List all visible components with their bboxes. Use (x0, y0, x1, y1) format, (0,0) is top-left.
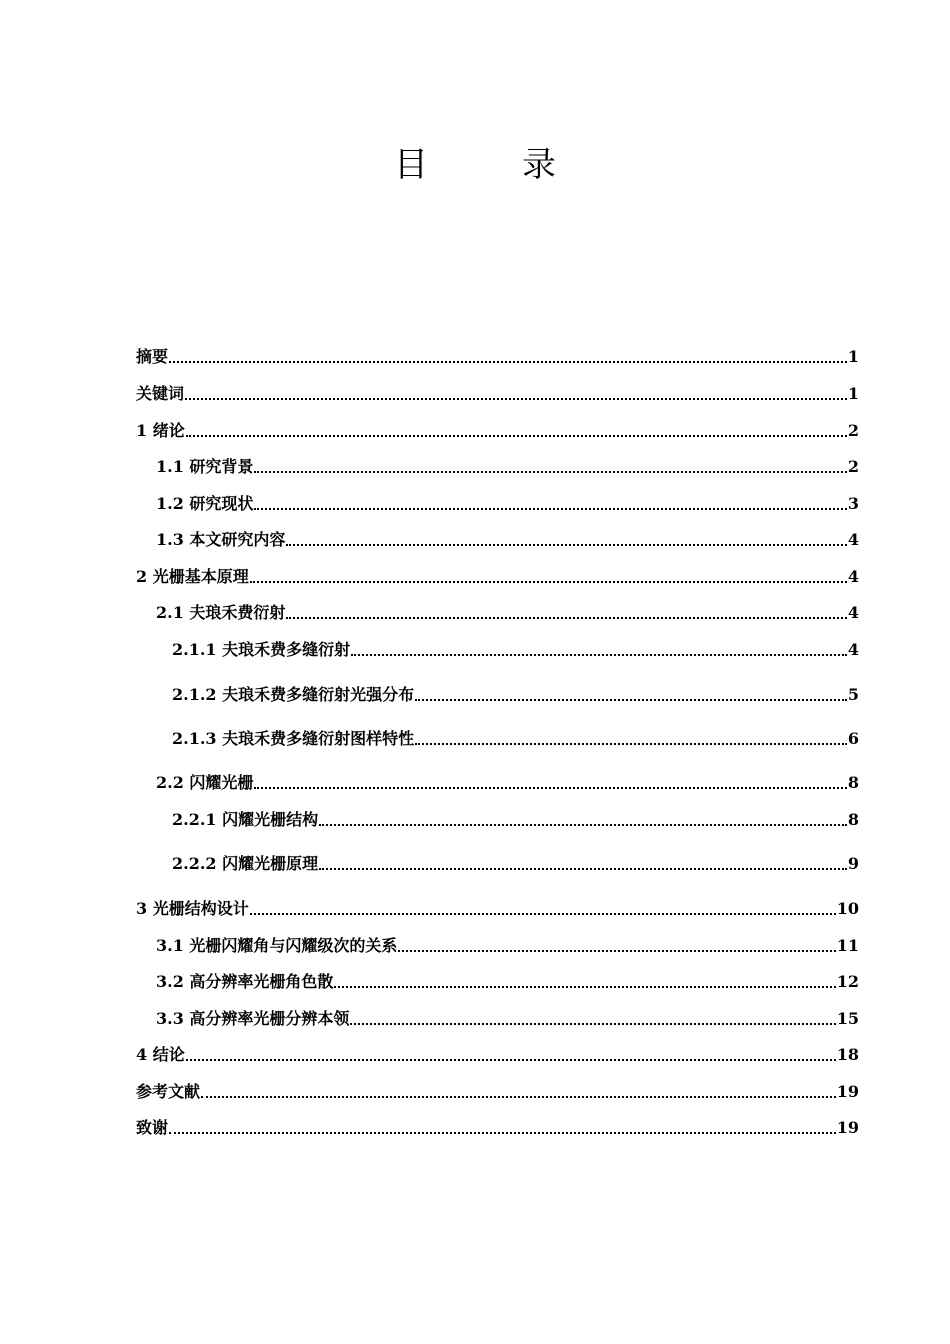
toc-entry-page: 8 (847, 773, 859, 792)
toc-leader-dots (201, 1096, 836, 1098)
toc-entry-label: 3.3 高分辨率光栅分辨本领 (156, 1009, 350, 1028)
toc-leader-dots (186, 435, 847, 437)
toc-entry-page: 15 (836, 1009, 859, 1028)
toc-leader-dots (398, 950, 835, 952)
toc-entry (136, 1044, 859, 1066)
toc-entry-label: 3.1 光栅闪耀角与闪耀级次的关系 (156, 936, 398, 955)
toc-entry (136, 566, 859, 588)
toc-entry (172, 639, 859, 661)
toc-entry-label: 关键词 (136, 384, 185, 403)
toc-entry-label: 2 光栅基本原理 (136, 567, 249, 586)
toc-entry-page: 5 (847, 685, 859, 704)
toc-leader-dots (250, 581, 847, 583)
toc-entry-label: 2.1.1 夫琅禾费多缝衍射 (172, 640, 351, 659)
toc-entry (136, 383, 859, 405)
toc-leader-dots (286, 617, 846, 619)
toc-leader-dots (286, 544, 846, 546)
toc-entry (172, 728, 859, 750)
toc-entry-page: 8 (847, 810, 859, 829)
toc-leader-dots (169, 1132, 836, 1134)
toc-entry-label: 2.2.2 闪耀光栅原理 (172, 854, 319, 873)
toc-entry-label: 摘要 (136, 347, 169, 366)
toc-entry (156, 456, 859, 478)
toc-entry-label: 2.1.3 夫琅禾费多缝衍射图样特性 (172, 729, 415, 748)
toc-entry (156, 772, 859, 794)
toc-entry-page: 12 (836, 972, 859, 991)
toc-entry (156, 971, 859, 993)
toc-entry (136, 898, 859, 920)
toc-entry-label: 1.3 本文研究内容 (156, 530, 286, 549)
toc-leader-dots (415, 699, 847, 701)
toc-entry-label: 致谢 (136, 1118, 169, 1137)
toc-entry-page: 2 (847, 421, 859, 440)
toc-entry (136, 1081, 859, 1103)
toc-leader-dots (254, 508, 846, 510)
toc-entry (156, 602, 859, 624)
toc-entry-label: 3.2 高分辨率光栅角色散 (156, 972, 334, 991)
toc-entry (156, 935, 859, 957)
toc-entry-label: 1.1 研究背景 (156, 457, 254, 476)
toc-entry-label: 2.2 闪耀光栅 (156, 773, 254, 792)
toc-entry-label: 3 光栅结构设计 (136, 899, 249, 918)
toc-entry-page: 10 (836, 899, 859, 918)
toc-entry-label: 2.2.1 闪耀光栅结构 (172, 810, 319, 829)
toc-entry (156, 493, 859, 515)
toc-leader-dots (185, 398, 847, 400)
toc-entry-page: 3 (847, 494, 859, 513)
toc-leader-dots (319, 868, 847, 870)
toc-entry-label: 2.1.2 夫琅禾费多缝衍射光强分布 (172, 685, 415, 704)
toc-entry (172, 684, 859, 706)
toc-entry-page: 1 (847, 347, 859, 366)
toc-title: 目 录 (394, 145, 586, 185)
toc-entry (172, 809, 859, 831)
toc-entry-label: 4 结论 (136, 1045, 185, 1064)
toc-leader-dots (169, 361, 847, 363)
toc-entry-page: 4 (847, 640, 859, 659)
toc-entry-page: 1 (847, 384, 859, 403)
toc-leader-dots (334, 986, 835, 988)
toc-entry (156, 529, 859, 551)
toc-entry-page: 9 (847, 854, 859, 873)
toc-entry-label: 2.1 夫琅禾费衍射 (156, 603, 286, 622)
toc-entry-page: 6 (847, 729, 859, 748)
toc-entry-page: 18 (836, 1045, 859, 1064)
toc-leader-dots (319, 824, 847, 826)
toc-entry-label: 1.2 研究现状 (156, 494, 254, 513)
toc-entry-page: 19 (836, 1082, 859, 1101)
toc-entry-page: 19 (836, 1118, 859, 1137)
toc-entry (136, 1117, 859, 1139)
toc-leader-dots (250, 913, 836, 915)
toc-entry-label: 参考文献 (136, 1082, 201, 1101)
toc-entry-label: 1 绪论 (136, 421, 185, 440)
toc-leader-dots (351, 654, 847, 656)
toc-leader-dots (186, 1059, 836, 1061)
toc-leader-dots (254, 787, 846, 789)
toc-entry-page: 2 (847, 457, 859, 476)
toc-entry-page: 4 (847, 603, 859, 622)
toc-entry (156, 1008, 859, 1030)
toc-entry-page: 4 (847, 530, 859, 549)
toc-entry-page: 11 (836, 936, 859, 955)
toc-leader-dots (254, 471, 846, 473)
toc-entry-page: 4 (847, 567, 859, 586)
toc-leader-dots (350, 1023, 835, 1025)
toc-entry (136, 420, 859, 442)
toc-entry (172, 853, 859, 875)
toc-entry (136, 346, 859, 368)
toc-leader-dots (415, 743, 847, 745)
